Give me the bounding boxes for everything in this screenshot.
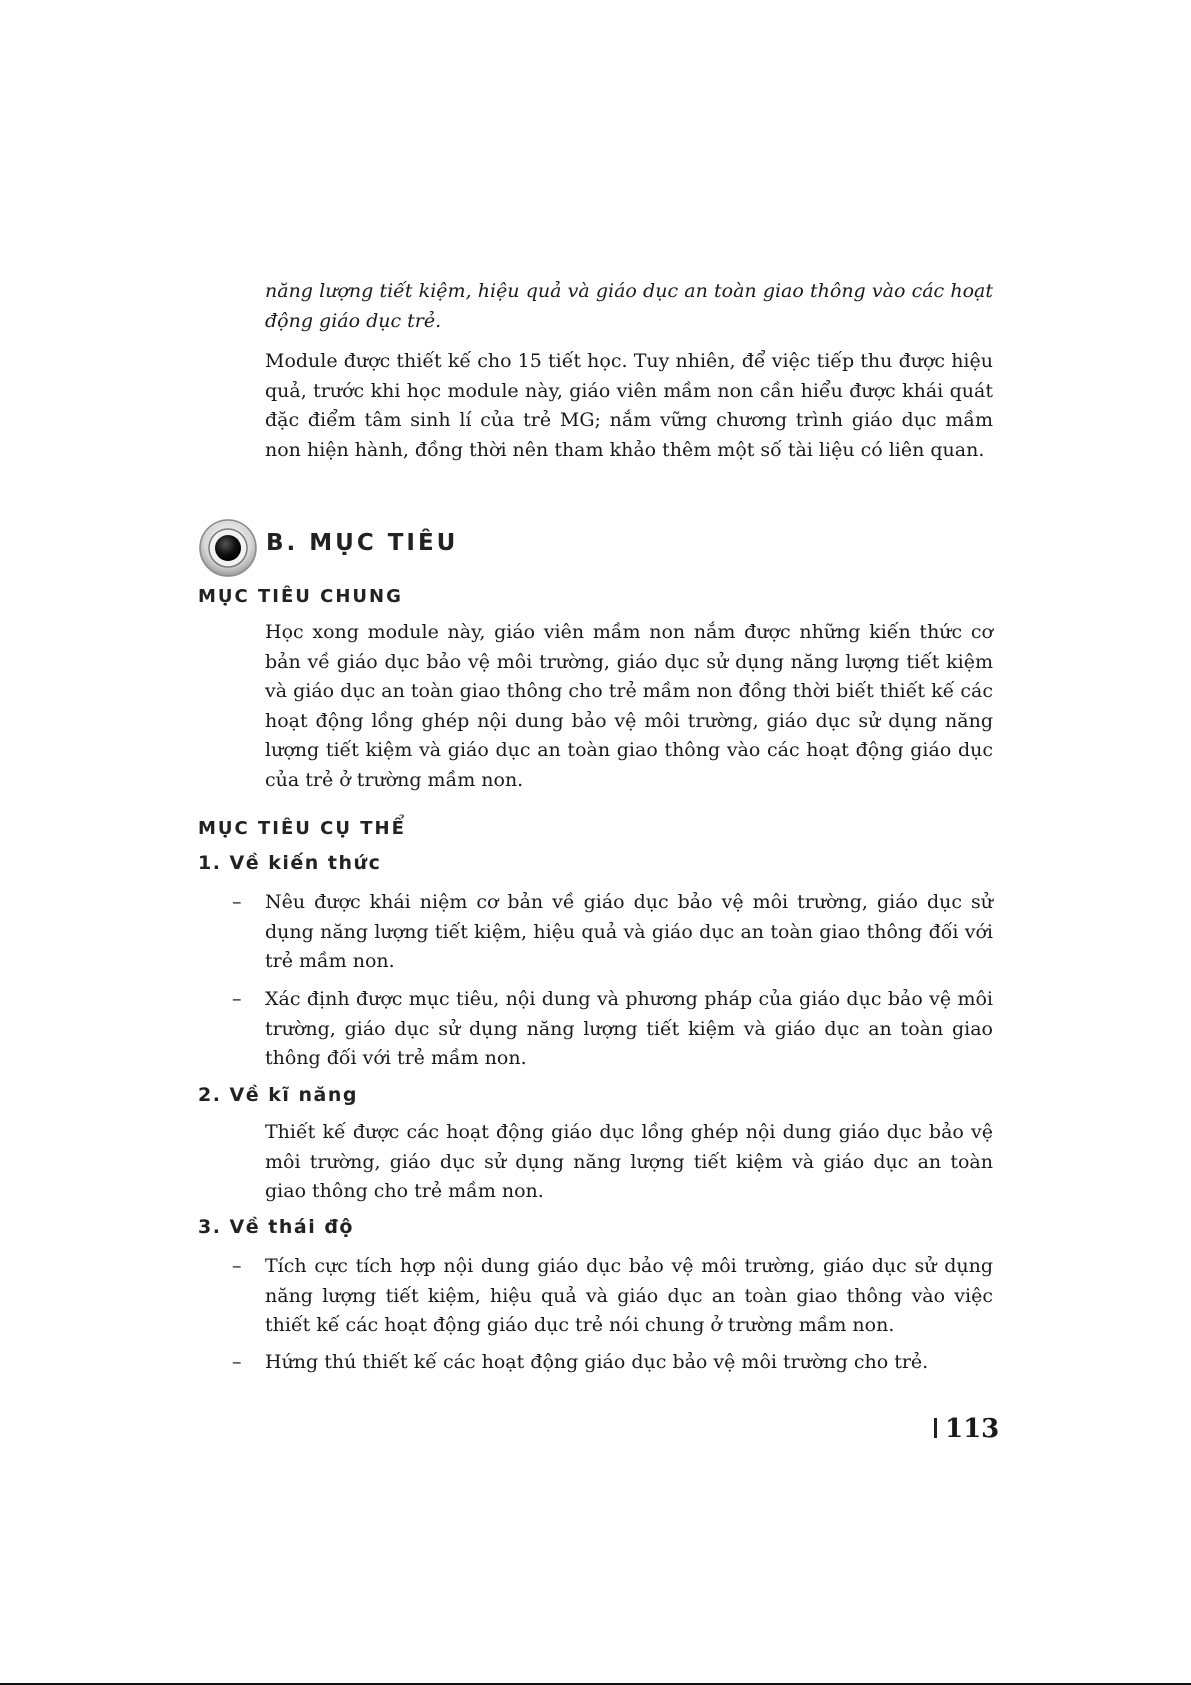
page-number-bar [934,1418,937,1438]
attitude-item-text: Hứng thú thiết kế các hoạt động giáo dục bảo vệ môi trường cho trẻ. [265,1351,929,1373]
skills-heading: 2. Về kĩ năng [198,1084,358,1106]
bullet-dash: – [232,891,242,913]
page-number-value: 113 [945,1414,1000,1444]
attitude-heading: 3. Về thái độ [198,1216,354,1238]
attitude-item-text: Tích cực tích hợp nội dung giáo dục bảo vệ môi trường, giáo dục sử dụng năng lượng tiết kiệm, hiệu quả và giáo dục an toàn giao thông vào việc thiết kế các hoạt động giáo dục trẻ nói chung ở trường mầm non. [265,1255,993,1336]
section-title: B. MỤC TIÊU [266,530,459,556]
intro-paragraph: Module được thiết kế cho 15 tiết học. Tuy nhiên, để việc tiếp thu được hiệu quả, trước khi học module này, giáo viên mầm non cần hiểu được khái quát đặc điểm tâm sinh lí của trẻ MG; nắm vững chương trình giáo dục mầm non hiện hành, đồng thời nên tham khảo thêm một số tài liệu có liên quan. [265,350,993,461]
knowledge-item-text: Nêu được khái niệm cơ bản về giáo dục bảo vệ môi trường, giáo dục sử dụng năng lượng tiết kiệm, hiệu quả và giáo dục an toàn giao thông đối với trẻ mầm non. [265,891,993,972]
specific-goal-heading: MỤC TIÊU CỤ THỂ [198,818,406,839]
knowledge-item-text: Xác định được mục tiêu, nội dung và phương pháp của giáo dục bảo vệ môi trường, giáo dục sử dụng năng lượng tiết kiệm và giáo dục an toàn giao thông đối với trẻ mầm non. [265,988,993,1069]
bullet-dash: – [232,1255,242,1277]
bullet-dash: – [232,988,242,1010]
page-number [934,1414,999,1444]
general-goal-heading: MỤC TIÊU CHUNG [198,586,403,607]
skills-text: Thiết kế được các hoạt động giáo dục lồng ghép nội dung giáo dục bảo vệ môi trường, giáo dục sử dụng năng lượng tiết kiệm và giáo dục an toàn giao thông cho trẻ mầm non. [265,1121,993,1202]
intro-italic-line: năng lượng tiết kiệm, hiệu quả và giáo dục an toàn giao thông vào các hoạt động giáo dục trẻ. [265,280,993,332]
general-goal-text: Học xong module này, giáo viên mầm non nắm được những kiến thức cơ bản về giáo dục bảo vệ môi trường, giáo dục sử dụng năng lượng tiết kiệm và giáo dục an toàn giao thông cho trẻ mầm non đồng thời biết thiết kế các hoạt động lồng ghép nội dung bảo vệ môi trường, giáo dục sử dụng năng lượng tiết kiệm và giáo dục an toàn giao thông vào các hoạt động giáo dục của trẻ ở trường mầm non. [265,621,993,791]
target-icon [198,518,258,578]
bullet-dash: – [232,1351,242,1373]
knowledge-heading: 1. Về kiến thức [198,852,382,874]
